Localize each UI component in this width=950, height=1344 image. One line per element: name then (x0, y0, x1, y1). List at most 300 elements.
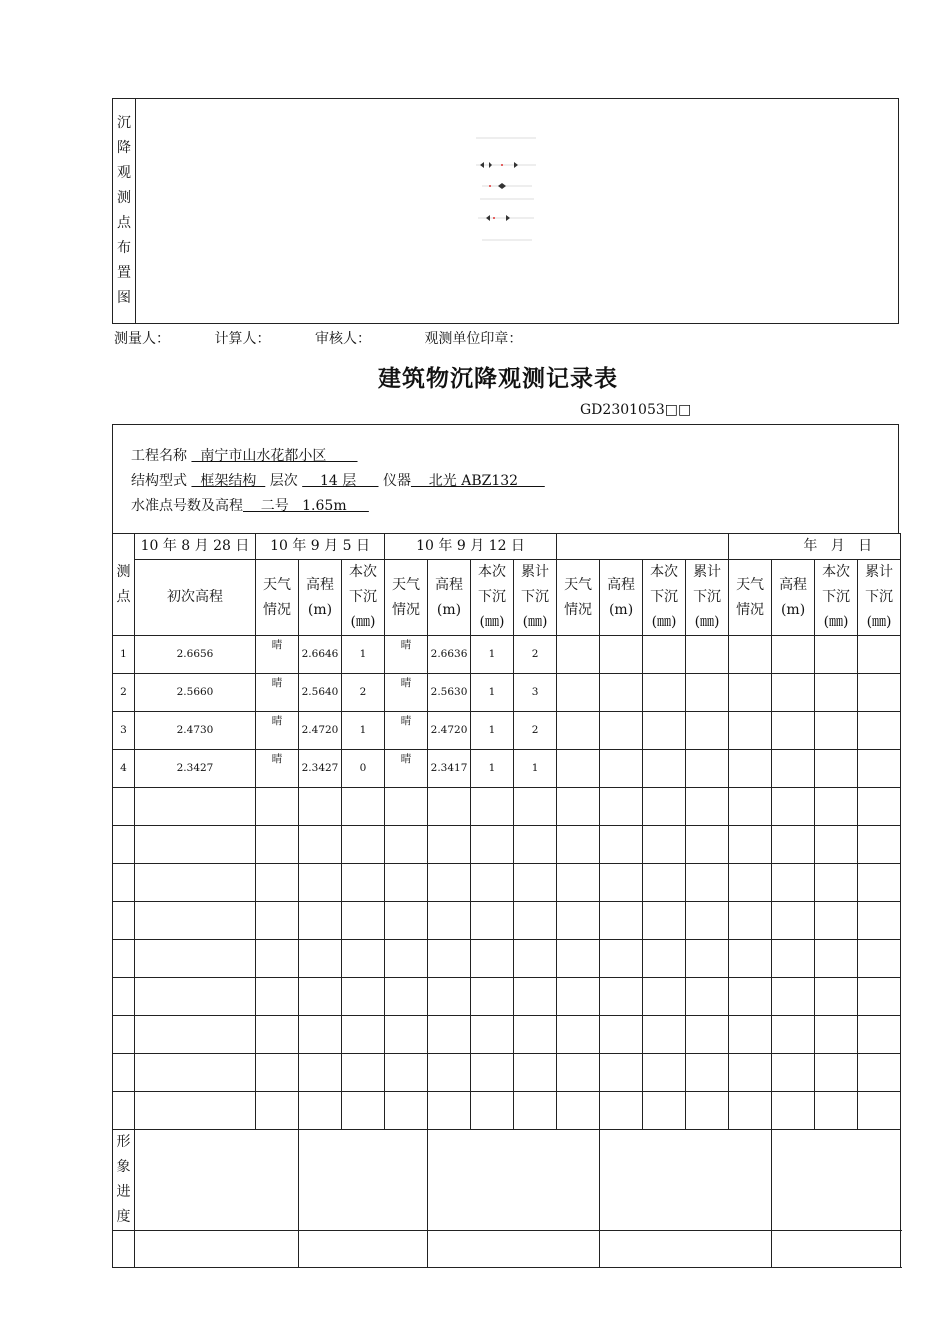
empty-cell (643, 674, 686, 712)
empty-cell (858, 978, 901, 1016)
point-number-cell (113, 1054, 135, 1092)
project-name-line (131, 445, 358, 465)
progress-cell (772, 1130, 901, 1231)
empty-cell (385, 826, 428, 864)
empty-cell (342, 826, 385, 864)
empty-cell (858, 788, 901, 826)
progress-cell (600, 1231, 772, 1268)
table-row (113, 1016, 901, 1054)
progress-cell (299, 1130, 428, 1231)
empty-cell (471, 1054, 514, 1092)
this-settlement-header: 本次 下沉 (㎜) (471, 560, 514, 636)
empty-cell (815, 978, 858, 1016)
elevation-cell: 2.6636 (428, 636, 471, 674)
initial-elevation-cell (135, 940, 256, 978)
empty-cell (342, 864, 385, 902)
initial-elevation-cell (135, 902, 256, 940)
empty-cell (772, 1054, 815, 1092)
empty-cell (600, 712, 643, 750)
progress-cell (600, 1130, 772, 1231)
empty-cell (471, 864, 514, 902)
weather-header: 天气 情况 (557, 560, 600, 636)
empty-cell (428, 864, 471, 902)
elevation-cell: 2.4720 (299, 712, 342, 750)
this-settlement-cell: 1 (471, 636, 514, 674)
empty-cell (686, 902, 729, 940)
empty-cell (815, 750, 858, 788)
empty-cell (643, 1092, 686, 1130)
empty-cell (729, 788, 772, 826)
label-char: 置 (117, 265, 131, 281)
empty-cell (342, 1016, 385, 1054)
empty-cell (600, 978, 643, 1016)
empty-cell (471, 1016, 514, 1054)
empty-cell (428, 902, 471, 940)
empty-cell (342, 940, 385, 978)
empty-cell (299, 826, 342, 864)
empty-cell (729, 1016, 772, 1054)
structure-line (131, 470, 545, 490)
header-char: 点 (116, 588, 131, 605)
seal-label: 观测单位印章： (424, 331, 523, 347)
empty-cell (557, 1054, 600, 1092)
date-2: 10 年 9 月 5 日 (256, 534, 385, 560)
empty-cell (815, 1054, 858, 1092)
elevation-cell: 2.5630 (428, 674, 471, 712)
empty-cell (428, 1092, 471, 1130)
empty-cell (600, 750, 643, 788)
this-settlement-cell: 1 (342, 712, 385, 750)
point-number-cell (113, 940, 135, 978)
empty-cell (729, 864, 772, 902)
empty-cell (557, 826, 600, 864)
initial-elevation-cell (135, 826, 256, 864)
label-char: 形 (116, 1134, 131, 1150)
point-number-cell (113, 1016, 135, 1054)
elevation-header: 高程 (m) (299, 560, 342, 636)
empty-cell (514, 1092, 557, 1130)
empty-cell (600, 940, 643, 978)
progress-label (113, 1130, 135, 1231)
empty-cell (729, 1092, 772, 1130)
label-char: 度 (116, 1209, 131, 1225)
empty-cell (858, 1092, 901, 1130)
empty-cell (815, 826, 858, 864)
empty-cell (643, 864, 686, 902)
this-settlement-header: 本次 下沉 (㎜) (342, 560, 385, 636)
project-info-box (112, 424, 899, 534)
total-settlement-header: 累计 下沉 (㎜) (686, 560, 729, 636)
empty-cell (471, 940, 514, 978)
empty-cell (729, 750, 772, 788)
surveyor-label: 测量人： (114, 331, 170, 347)
empty-cell (858, 1054, 901, 1092)
total-settlement-header: 累计 下沉 (㎜) (514, 560, 557, 636)
empty-cell (385, 978, 428, 1016)
elevation-cell: 2.3427 (299, 750, 342, 788)
empty-cell (643, 712, 686, 750)
empty-cell (686, 1054, 729, 1092)
empty-cell (256, 902, 299, 940)
date-5: 年 月 日 (729, 534, 901, 560)
initial-elevation-cell (135, 1092, 256, 1130)
this-settlement-cell: 2 (342, 674, 385, 712)
empty-cell (815, 1092, 858, 1130)
weather-cell: 晴 (256, 712, 299, 750)
empty-cell (643, 826, 686, 864)
table-row (113, 826, 901, 864)
empty-cell (385, 902, 428, 940)
empty-cell (729, 940, 772, 978)
point-number-cell (113, 864, 135, 902)
empty-cell (557, 1016, 600, 1054)
empty-cell (428, 1054, 471, 1092)
empty-cell (557, 902, 600, 940)
empty-cell (858, 674, 901, 712)
empty-cell (428, 978, 471, 1016)
date-header-row (113, 534, 901, 560)
empty-cell (772, 902, 815, 940)
elevation-header: 高程 (m) (428, 560, 471, 636)
empty-cell (686, 1016, 729, 1054)
empty-cell (428, 788, 471, 826)
empty-cell (815, 864, 858, 902)
empty-cell (815, 636, 858, 674)
weather-cell: 晴 (256, 636, 299, 674)
empty-cell (600, 636, 643, 674)
empty-cell (858, 1016, 901, 1054)
empty-cell (514, 902, 557, 940)
this-settlement-cell: 1 (471, 750, 514, 788)
label-char: 布 (117, 240, 131, 256)
elevation-cell: 2.4720 (428, 712, 471, 750)
empty-cell (772, 750, 815, 788)
empty-cell (342, 978, 385, 1016)
this-settlement-header: 本次 下沉 (㎜) (643, 560, 686, 636)
empty-cell (772, 940, 815, 978)
empty-cell (299, 1054, 342, 1092)
empty-cell (772, 674, 815, 712)
point-number-cell: 4 (113, 750, 135, 788)
point-number-cell (113, 1092, 135, 1130)
total-settlement-cell: 1 (514, 750, 557, 788)
empty-cell (557, 1092, 600, 1130)
empty-cell (772, 864, 815, 902)
weather-header: 天气 情况 (729, 560, 772, 636)
date-4 (557, 534, 729, 560)
empty-cell (643, 1016, 686, 1054)
empty-cell (471, 788, 514, 826)
progress-row (113, 1130, 901, 1231)
point-number-cell (113, 788, 135, 826)
empty-cell (557, 674, 600, 712)
empty-cell (428, 940, 471, 978)
empty-cell (514, 864, 557, 902)
empty-cell (686, 636, 729, 674)
label-char: 点 (117, 215, 131, 231)
empty-cell (858, 864, 901, 902)
empty-cell (557, 864, 600, 902)
weather-header: 天气 情况 (256, 560, 299, 636)
this-settlement-cell: 1 (471, 712, 514, 750)
empty-cell (299, 978, 342, 1016)
empty-cell (342, 902, 385, 940)
elevation-cell: 2.5640 (299, 674, 342, 712)
weather-header: 天气 情况 (385, 560, 428, 636)
empty-cell (299, 1016, 342, 1054)
empty-cell (772, 636, 815, 674)
empty-cell (772, 712, 815, 750)
empty-cell (729, 902, 772, 940)
settlement-record-table (112, 533, 901, 1268)
empty-cell (514, 788, 557, 826)
empty-cell (858, 826, 901, 864)
empty-cell (471, 1092, 514, 1130)
empty-cell (600, 788, 643, 826)
empty-cell (643, 636, 686, 674)
instrument-value: 北光 ABZ132 (410, 473, 545, 489)
reviewer-label: 审核人： (315, 331, 372, 347)
empty-cell (600, 902, 643, 940)
empty-cell (471, 826, 514, 864)
empty-cell (686, 940, 729, 978)
empty-cell (772, 1092, 815, 1130)
empty-cell (772, 978, 815, 1016)
empty-cell (299, 1092, 342, 1130)
table-row (113, 636, 901, 674)
weather-cell: 晴 (256, 674, 299, 712)
empty-cell (729, 826, 772, 864)
empty-cell (471, 902, 514, 940)
empty-cell (514, 978, 557, 1016)
empty-cell (729, 674, 772, 712)
empty-cell (815, 902, 858, 940)
signature-line (114, 328, 522, 348)
progress-cell (428, 1130, 600, 1231)
total-settlement-cell: 2 (514, 636, 557, 674)
empty-cell (643, 788, 686, 826)
weather-cell: 晴 (385, 674, 428, 712)
weather-cell: 晴 (256, 750, 299, 788)
empty-cell (113, 1231, 135, 1268)
empty-cell (772, 1016, 815, 1054)
this-settlement-cell: 1 (342, 636, 385, 674)
calculator-label: 计算人： (214, 331, 271, 347)
initial-elevation-cell (135, 978, 256, 1016)
initial-elevation-cell (135, 1054, 256, 1092)
empty-cell (815, 674, 858, 712)
empty-cell (686, 712, 729, 750)
table-row (113, 788, 901, 826)
total-settlement-cell: 2 (514, 712, 557, 750)
progress-row-extra (113, 1231, 901, 1268)
progress-cell (772, 1231, 901, 1268)
empty-cell (858, 712, 901, 750)
weather-cell: 晴 (385, 750, 428, 788)
empty-cell (256, 864, 299, 902)
empty-cell (385, 1054, 428, 1092)
empty-cell (686, 1092, 729, 1130)
table-row (113, 940, 901, 978)
benchmark-label: 水准点号数及高程 (131, 498, 243, 514)
empty-cell (600, 826, 643, 864)
empty-cell (600, 1092, 643, 1130)
empty-cell (815, 940, 858, 978)
label-char: 沉 (117, 115, 131, 131)
point-number-cell: 2 (113, 674, 135, 712)
empty-cell (686, 826, 729, 864)
table-row (113, 864, 901, 902)
layout-sketch-image (472, 120, 542, 248)
empty-cell (471, 978, 514, 1016)
empty-cell (600, 1016, 643, 1054)
table-row (113, 1054, 901, 1092)
point-number-cell: 3 (113, 712, 135, 750)
empty-cell (342, 788, 385, 826)
floors-value: 14 层 (302, 473, 379, 489)
empty-cell (514, 1016, 557, 1054)
initial-elevation-cell (135, 788, 256, 826)
empty-cell (256, 826, 299, 864)
benchmark-line (131, 495, 369, 515)
empty-cell (557, 940, 600, 978)
empty-cell (299, 940, 342, 978)
point-number-cell: 1 (113, 636, 135, 674)
empty-cell (858, 940, 901, 978)
date-3: 10 年 9 月 12 日 (385, 534, 557, 560)
empty-cell (686, 978, 729, 1016)
empty-cell (557, 750, 600, 788)
empty-cell (815, 788, 858, 826)
column-header-row (113, 560, 901, 636)
floors-label: 层次 (269, 473, 298, 489)
weather-cell: 晴 (385, 712, 428, 750)
empty-cell (385, 1016, 428, 1054)
layout-diagram-label (113, 99, 136, 323)
empty-cell (729, 1054, 772, 1092)
this-settlement-cell: 0 (342, 750, 385, 788)
table-row (113, 674, 901, 712)
table-row (113, 750, 901, 788)
elevation-cell: 2.6646 (299, 636, 342, 674)
empty-cell (342, 1054, 385, 1092)
empty-cell (557, 636, 600, 674)
progress-cell (299, 1231, 428, 1268)
initial-elevation-cell: 2.4730 (135, 712, 256, 750)
progress-cell (428, 1231, 600, 1268)
elevation-header: 高程 (m) (600, 560, 643, 636)
elevation-header: 高程 (m) (772, 560, 815, 636)
initial-elevation-header: 初次高程 (135, 560, 256, 636)
this-settlement-cell: 1 (471, 674, 514, 712)
empty-cell (729, 712, 772, 750)
benchmark-value: 二号 1.65m (243, 498, 369, 514)
empty-cell (772, 826, 815, 864)
label-char: 观 (117, 165, 131, 181)
table-row (113, 978, 901, 1016)
empty-cell (299, 864, 342, 902)
empty-cell (600, 674, 643, 712)
document-title: 建筑物沉降观测记录表 (378, 366, 618, 392)
empty-cell (514, 1054, 557, 1092)
document-number: GD2301053□□ (580, 402, 692, 418)
empty-cell (858, 902, 901, 940)
empty-cell (686, 864, 729, 902)
empty-cell (557, 788, 600, 826)
empty-cell (643, 978, 686, 1016)
initial-elevation-cell: 2.6656 (135, 636, 256, 674)
header-char: 测 (116, 563, 131, 580)
elevation-cell: 2.3417 (428, 750, 471, 788)
empty-cell (256, 978, 299, 1016)
progress-cell (135, 1231, 299, 1268)
empty-cell (643, 940, 686, 978)
structure-label: 结构型式 (131, 473, 187, 489)
empty-cell (643, 1054, 686, 1092)
total-settlement-header: 累计 下沉 (㎜) (858, 560, 901, 636)
table-row (113, 902, 901, 940)
label-char: 降 (117, 140, 131, 156)
empty-cell (385, 940, 428, 978)
empty-cell (643, 750, 686, 788)
label-char: 测 (117, 190, 131, 206)
empty-cell (686, 788, 729, 826)
this-settlement-header: 本次 下沉 (㎜) (815, 560, 858, 636)
date-1: 10 年 8 月 28 日 (135, 534, 256, 560)
empty-cell (256, 1016, 299, 1054)
weather-cell: 晴 (385, 636, 428, 674)
project-name-label: 工程名称 (131, 448, 187, 464)
empty-cell (600, 1054, 643, 1092)
empty-cell (428, 1016, 471, 1054)
empty-cell (256, 1054, 299, 1092)
empty-cell (557, 712, 600, 750)
empty-cell (385, 864, 428, 902)
empty-cell (772, 788, 815, 826)
empty-cell (729, 636, 772, 674)
point-number-cell (113, 978, 135, 1016)
initial-elevation-cell: 2.3427 (135, 750, 256, 788)
empty-cell (858, 636, 901, 674)
initial-elevation-cell: 2.5660 (135, 674, 256, 712)
structure-value: 框架结构 (191, 473, 266, 489)
empty-cell (686, 750, 729, 788)
empty-cell (342, 1092, 385, 1130)
initial-elevation-cell (135, 1016, 256, 1054)
empty-cell (256, 940, 299, 978)
empty-cell (514, 826, 557, 864)
empty-cell (428, 826, 471, 864)
label-char: 图 (117, 290, 131, 306)
progress-cell (135, 1130, 299, 1231)
point-header (113, 534, 135, 636)
initial-elevation-cell (135, 864, 256, 902)
empty-cell (385, 788, 428, 826)
empty-cell (385, 1092, 428, 1130)
instrument-label: 仪器 (382, 473, 411, 489)
project-name-value: 南宁市山水花都小区 (191, 448, 358, 464)
label-char: 进 (116, 1184, 131, 1200)
empty-cell (514, 940, 557, 978)
empty-cell (256, 788, 299, 826)
point-number-cell (113, 826, 135, 864)
total-settlement-cell: 3 (514, 674, 557, 712)
empty-cell (557, 978, 600, 1016)
empty-cell (256, 1092, 299, 1130)
point-number-cell (113, 902, 135, 940)
empty-cell (643, 902, 686, 940)
empty-cell (299, 902, 342, 940)
